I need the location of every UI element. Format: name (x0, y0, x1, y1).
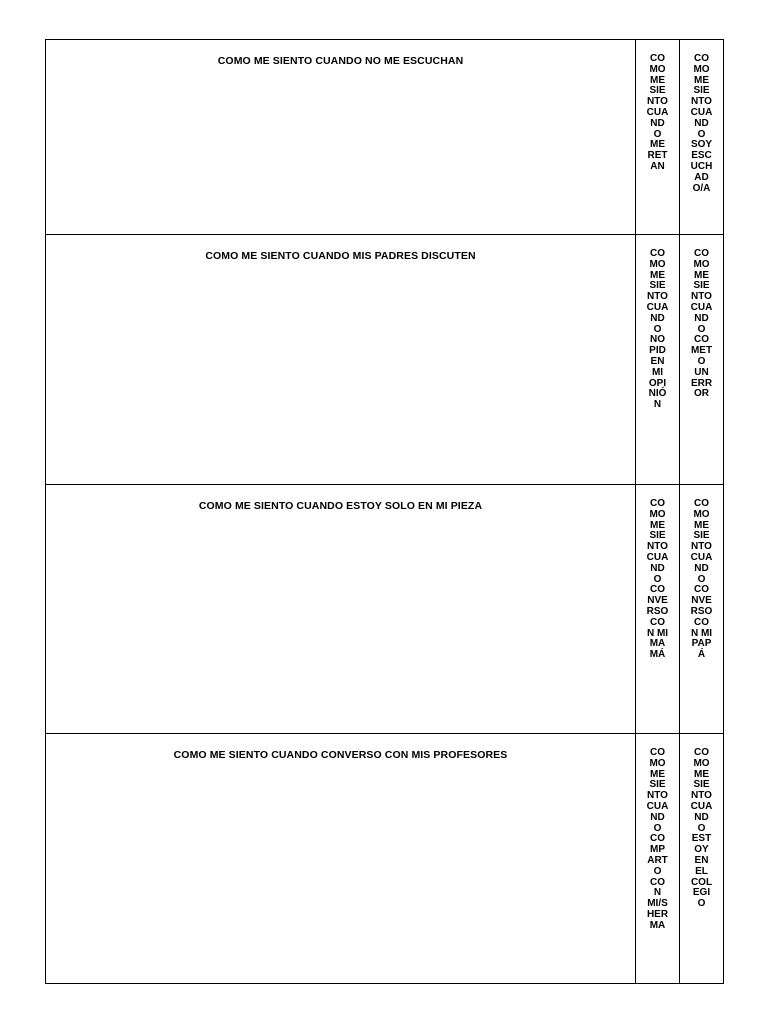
prompt-title: COMO ME SIENTO CUANDO NO ME ESCUCHAN (217, 55, 464, 67)
stacked-fragment: SIE (693, 85, 710, 97)
stacked-fragment: O (697, 323, 706, 335)
stacked-fragment: MA (649, 919, 666, 931)
stacked-fragment: CUA (690, 106, 713, 118)
stacked-fragment: MI (651, 366, 664, 378)
stacked-fragment: ME (650, 74, 665, 86)
prompt-cell (46, 734, 636, 984)
stacked-fragment: O (697, 573, 706, 585)
stacked-fragment: UCH (690, 160, 713, 172)
stacked-fragment: SIE (693, 779, 710, 791)
stacked-fragment: SIE (693, 530, 710, 542)
prompt-cell (46, 40, 636, 235)
side-prompt-cell-a (636, 40, 680, 235)
stacked-fragment: CUA (646, 301, 669, 313)
stacked-fragment: CUA (646, 106, 669, 118)
stacked-fragment: MO (649, 508, 666, 520)
stacked-fragment: ND (694, 117, 709, 129)
stacked-fragment: CO (694, 616, 709, 628)
stacked-fragment: MO (693, 258, 710, 270)
stacked-fragment: SIE (649, 280, 666, 292)
stacked-fragment: ND (694, 811, 709, 823)
stacked-fragment: HER (646, 908, 669, 920)
stacked-fragment: ME (650, 139, 665, 151)
stacked-fragment: CO (650, 248, 665, 259)
table-row (46, 235, 724, 485)
table-row (46, 40, 724, 235)
prompt-title: COMO ME SIENTO CUANDO CONVERSO CON MIS PROFESORES (173, 749, 508, 761)
side-prompt-b (680, 485, 723, 661)
stacked-fragment: MO (649, 757, 666, 769)
side-prompt-cell-b (680, 40, 724, 235)
stacked-fragment: CO (694, 248, 709, 259)
stacked-fragment: MA (649, 638, 666, 650)
stacked-fragment: NVE (691, 595, 712, 607)
stacked-fragment: UN (694, 366, 709, 378)
stacked-fragment: ME (650, 269, 665, 281)
stacked-fragment: CO (650, 747, 665, 758)
stacked-fragment: CUA (646, 800, 669, 812)
stacked-fragment: O (697, 355, 706, 367)
side-prompt-cell-b (680, 485, 724, 734)
stacked-fragment: MI/S (647, 898, 668, 910)
stacked-fragment: EN (694, 854, 709, 866)
stacked-fragment: RET (647, 150, 668, 162)
stacked-fragment: N (653, 887, 662, 899)
stacked-fragment: NO (650, 334, 665, 346)
stacked-fragment: ART (647, 854, 668, 866)
stacked-fragment: OPI (648, 377, 667, 389)
stacked-fragment: MO (649, 258, 666, 270)
stacked-fragment: ME (650, 768, 665, 780)
stacked-fragment: O (653, 822, 662, 834)
stacked-fragment: MO (693, 63, 710, 75)
side-prompt-b (680, 40, 723, 194)
stacked-fragment: OY (694, 844, 709, 856)
stacked-fragment: ME (694, 768, 709, 780)
side-prompt-cell-a (636, 485, 680, 734)
prompt-cell (46, 485, 636, 734)
stacked-fragment: O/A (692, 182, 711, 194)
stacked-fragment: N (653, 399, 662, 411)
stacked-fragment: COL (690, 876, 713, 888)
stacked-fragment: PID (649, 345, 666, 357)
table-row (46, 734, 724, 984)
stacked-fragment: O (653, 573, 662, 585)
stacked-fragment: CUA (690, 800, 713, 812)
stacked-fragment: CO (694, 747, 709, 758)
stacked-fragment: RSO (646, 605, 669, 617)
side-prompt-cell-b (680, 734, 724, 984)
prompt-title: COMO ME SIENTO CUANDO ESTOY SOLO EN MI PIEZA (198, 500, 483, 512)
stacked-fragment: CUA (646, 551, 669, 563)
side-prompt-a (636, 40, 679, 173)
stacked-fragment: RSO (690, 605, 713, 617)
stacked-fragment: MET (690, 345, 713, 357)
stacked-fragment: CO (650, 833, 665, 845)
stacked-fragment: CO (650, 584, 665, 596)
stacked-fragment: CO (694, 53, 709, 64)
stacked-fragment: Á (697, 649, 706, 661)
stacked-fragment: CUA (690, 551, 713, 563)
side-prompt-a (636, 734, 679, 932)
table-row (46, 485, 724, 734)
prompt-cell (46, 235, 636, 485)
side-prompt-cell-a (636, 734, 680, 984)
side-prompt-cell-b (680, 235, 724, 485)
stacked-fragment: SIE (649, 779, 666, 791)
stacked-fragment: O (697, 128, 706, 140)
stacked-fragment: NTO (647, 541, 668, 553)
stacked-fragment: ND (650, 312, 665, 324)
stacked-fragment: MO (693, 757, 710, 769)
side-prompt-b (680, 734, 723, 910)
stacked-fragment: AN (650, 160, 665, 172)
stacked-fragment: NTO (691, 96, 712, 108)
stacked-fragment: O (697, 898, 706, 910)
stacked-fragment: O (697, 822, 706, 834)
stacked-fragment: CO (650, 53, 665, 64)
stacked-fragment: O (653, 323, 662, 335)
stacked-fragment: N MI (646, 627, 669, 639)
stacked-fragment: CO (694, 584, 709, 596)
stacked-fragment: ESC (691, 150, 712, 162)
stacked-fragment: MO (649, 63, 666, 75)
side-prompt-a (636, 235, 679, 411)
stacked-fragment: NTO (691, 541, 712, 553)
stacked-fragment: ND (650, 811, 665, 823)
stacked-fragment: NTO (647, 790, 668, 802)
stacked-fragment: ME (650, 519, 665, 531)
stacked-fragment: SOY (690, 139, 713, 151)
side-prompt-b (680, 235, 723, 400)
stacked-fragment: NTO (647, 96, 668, 108)
stacked-fragment: NTO (647, 291, 668, 303)
stacked-fragment: NTO (691, 790, 712, 802)
stacked-fragment: EN (650, 355, 665, 367)
stacked-fragment: EL (695, 865, 708, 877)
stacked-fragment: ME (694, 269, 709, 281)
stacked-fragment: SIE (649, 85, 666, 97)
stacked-fragment: AD (694, 171, 709, 183)
stacked-fragment: CO (694, 498, 709, 509)
stacked-fragment: NIÓ (648, 388, 667, 400)
side-prompt-a (636, 485, 679, 661)
stacked-fragment: ND (694, 562, 709, 574)
stacked-fragment: CO (650, 498, 665, 509)
stacked-fragment: EST (691, 833, 712, 845)
stacked-fragment: ND (650, 562, 665, 574)
stacked-fragment: EGI (692, 887, 711, 899)
side-prompt-cell-a (636, 235, 680, 485)
worksheet-table (45, 39, 724, 984)
stacked-fragment: N MI (690, 627, 713, 639)
stacked-fragment: CO (650, 876, 665, 888)
stacked-fragment: NTO (691, 291, 712, 303)
stacked-fragment: NVE (647, 595, 668, 607)
prompt-title: COMO ME SIENTO CUANDO MIS PADRES DISCUTEN (205, 250, 476, 262)
stacked-fragment: O (653, 128, 662, 140)
stacked-fragment: ND (650, 117, 665, 129)
stacked-fragment: MO (693, 508, 710, 520)
stacked-fragment: ME (694, 519, 709, 531)
stacked-fragment: O (653, 865, 662, 877)
stacked-fragment: MÁ (649, 649, 666, 661)
stacked-fragment: CO (650, 616, 665, 628)
stacked-fragment: CUA (690, 301, 713, 313)
stacked-fragment: PAP (691, 638, 712, 650)
stacked-fragment: MP (650, 844, 665, 856)
stacked-fragment: ERR (690, 377, 713, 389)
stacked-fragment: ME (694, 74, 709, 86)
stacked-fragment: ND (694, 312, 709, 324)
stacked-fragment: CO (694, 334, 709, 346)
stacked-fragment: SIE (693, 280, 710, 292)
stacked-fragment: SIE (649, 530, 666, 542)
stacked-fragment: OR (694, 388, 709, 400)
